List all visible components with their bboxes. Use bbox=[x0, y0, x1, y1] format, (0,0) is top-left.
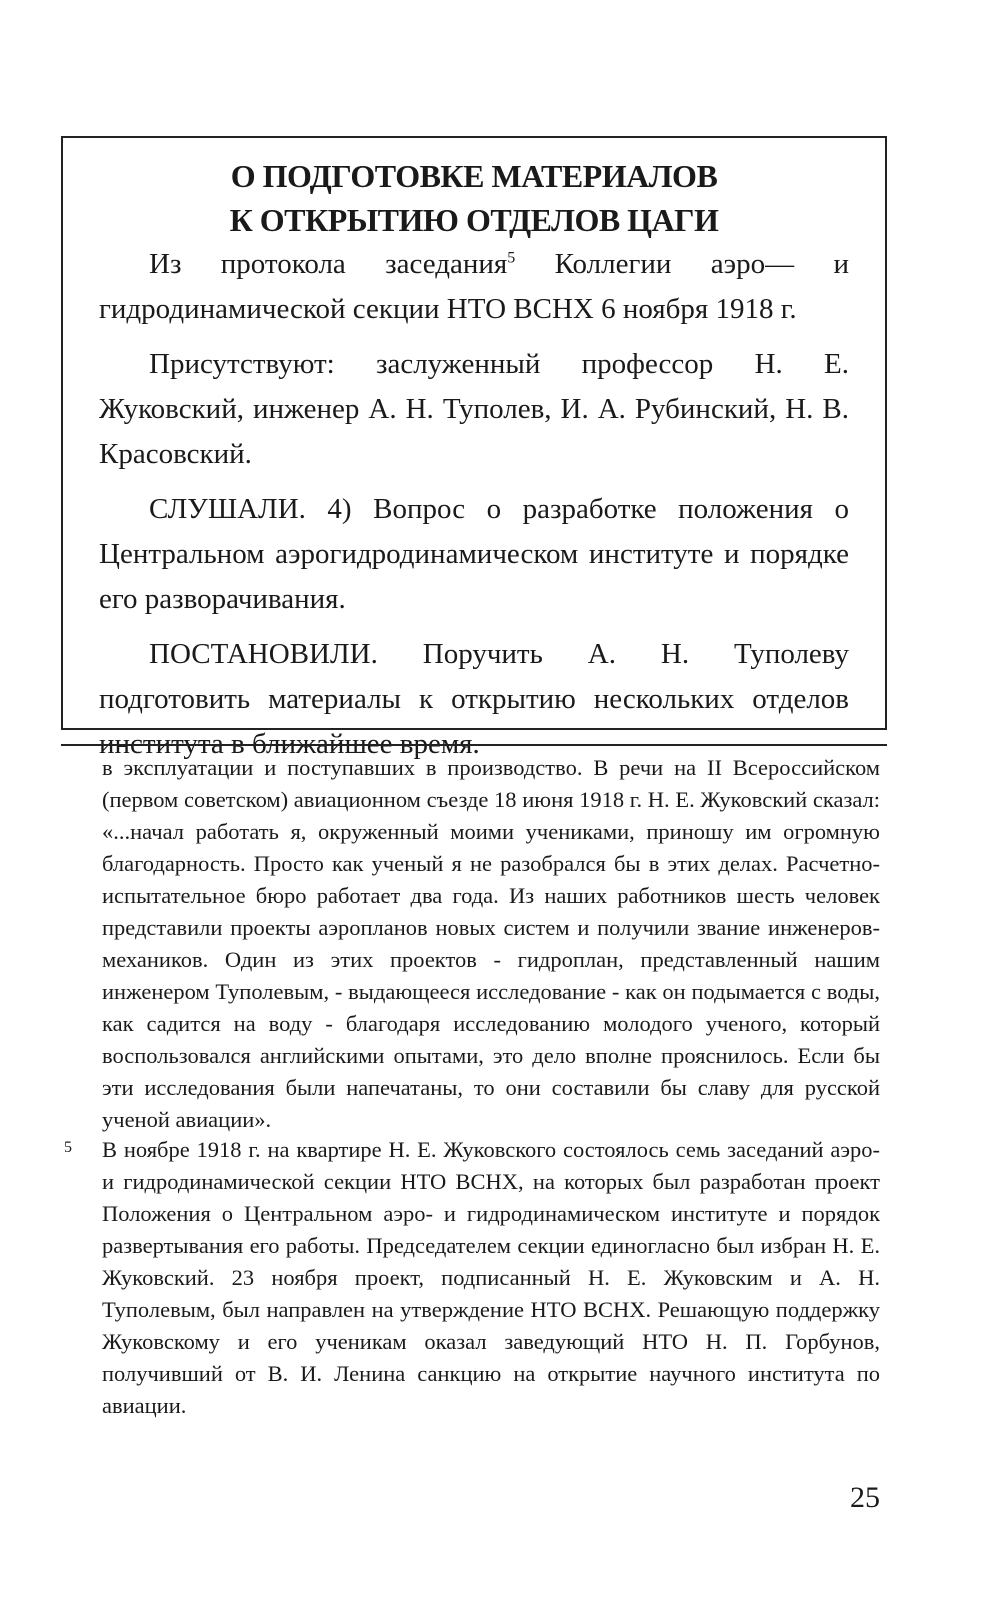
protocol-text bbox=[63, 242, 885, 767]
footnote-5-number: 5 bbox=[64, 1139, 72, 1156]
footnote-ref-5: 5 bbox=[507, 249, 516, 267]
protocol-source-paragraph bbox=[99, 242, 849, 332]
attendees-paragraph: Присутствуют: заслуженный профессор Н. Е. Жуковский, инженер А. Н. Туполев, И. А. Рубинский, Н. В. Красовский. bbox=[99, 348, 849, 470]
page-number: 25 bbox=[850, 1481, 880, 1514]
title-line-1: О ПОДГОТОВКЕ МАТЕРИАЛОВ bbox=[230, 158, 718, 194]
footnote-5-text: В ноябре 1918 г. на квартире Н. Е. Жуковского состоялось семь заседаний аэро- и гидродинамической секции НТО ВСНХ, на которых был разработан проект Положения о Центральном аэро- и гидродинамическом институте и порядок развертывания его работы. Председателем секции единогласно был избран Н. Е. Жуковский. 23 ноября проект, подписанный Н. Е. Жуковским и А. Н. Туполевым, был направлен на утверждение НТО ВСНХ. Решающую поддержку Жуковскому и его ученикам оказал заведующий НТО Н. П. Горбунов, получивший от В. И. Ленина санкцию на открытие научного института по авиации. bbox=[102, 1137, 880, 1418]
title-line-2: К ОТКРЫТИЮ ОТДЕЛОВ ЦАГИ bbox=[229, 202, 719, 238]
footnote-divider bbox=[61, 744, 887, 746]
footnote-continuation: в эксплуатации и поступавших в производство. В речи на II Всероссийском (первом советском) авиационном съезде 18 июня 1918 г. Н. Е. Жуковский сказал: «...начал работать я, окруженный моими учениками, приношу им огромную благодарность. Просто как ученый я не разобрался бы в этих делах. Расчетно-испытательное бюро работает два года. Из наших работников шесть человек представили проекты аэропланов новых систем и получили звание инженеров-механиков. Один из этих проектов - гидроплан, представленный нашим инженером Туполевым, - выдающееся исследование - как он подымается с воды, как садится на воду - благодаря исследованию молодого ученого, который воспользовался английскими опытами, это дело вполне прояснилось. Если бы эти исследования были напечатаны, то они составили бы славу для русской ученой авиации». bbox=[102, 755, 880, 1132]
heard-paragraph: СЛУШАЛИ. 4) Вопрос о разработке положения о Центральном аэрогидродинамическом институте и порядке его разворачивания. bbox=[99, 493, 849, 615]
protocol-source-end: Коллегии аэро— и гидродинамической секции НТО ВСНХ 6 ноября 1918 г. bbox=[99, 248, 849, 325]
document-title bbox=[63, 154, 885, 242]
protocol-source-start: Из протокола заседания bbox=[149, 248, 508, 280]
resolved-paragraph: ПОСТАНОВИЛИ. Поручить А. Н. Туполеву подготовить материалы к открытию нескольких отделов института в ближайшее время. bbox=[99, 638, 849, 760]
document-box bbox=[61, 136, 887, 760]
